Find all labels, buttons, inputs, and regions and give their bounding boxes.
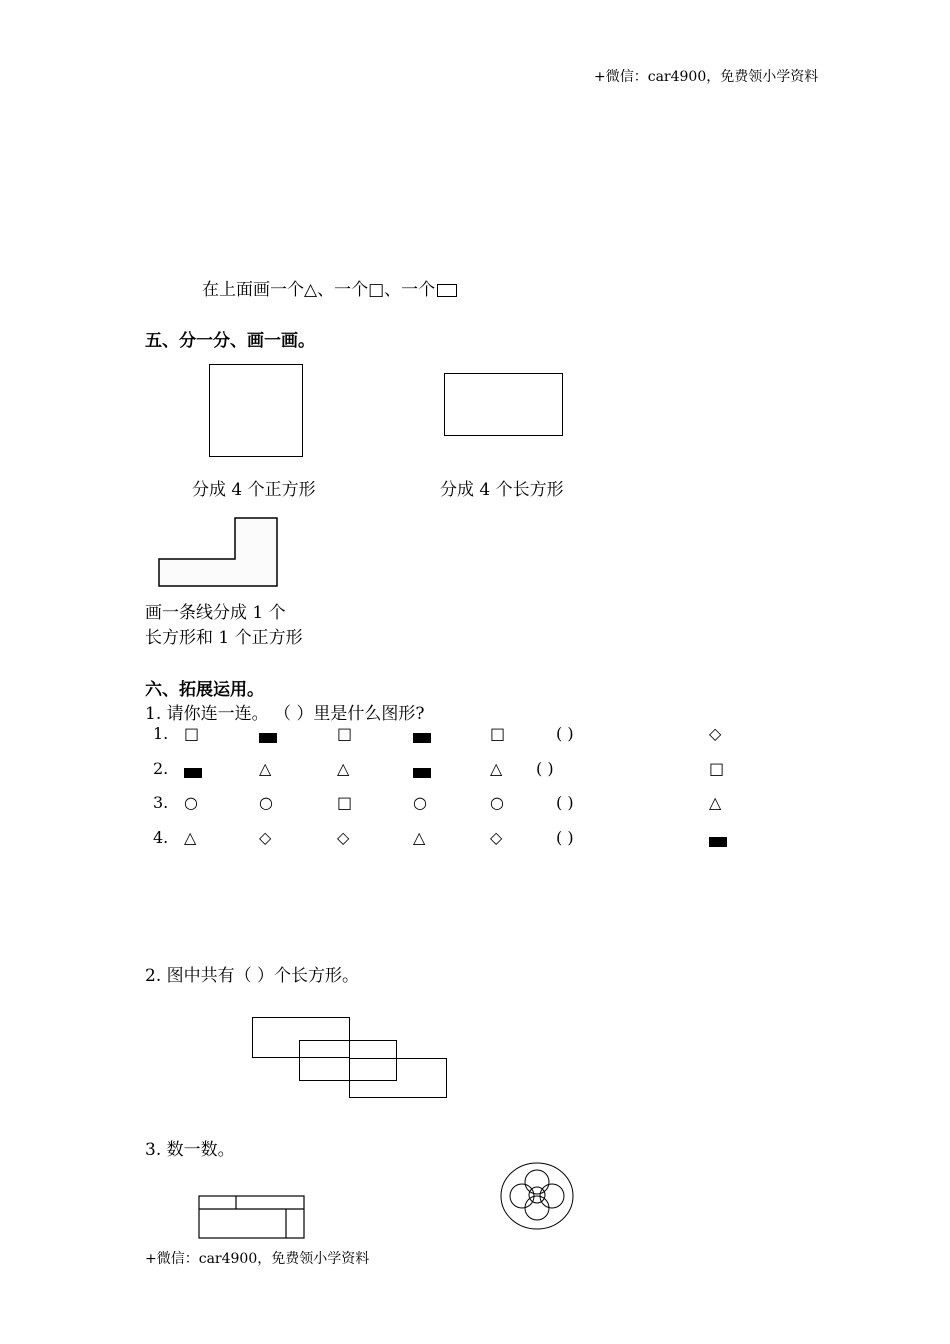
caption-l-line2: 长方形和 1 个正方形 bbox=[145, 628, 303, 648]
caption-l-line1: 画一条线分成 1 个 bbox=[145, 603, 286, 623]
circle-icon: ○ bbox=[259, 793, 273, 812]
diamond-icon: ◇ bbox=[490, 828, 503, 847]
draw-shapes-text: 在上面画一个△、一个□、一个 bbox=[202, 280, 436, 300]
diamond-icon: ◇ bbox=[337, 828, 350, 847]
square-icon: □ bbox=[490, 724, 506, 743]
answer-blank: ( ) bbox=[556, 793, 574, 812]
l-shape-figure bbox=[145, 515, 285, 590]
section-five-title: 五、分一分、画一画。 bbox=[145, 331, 315, 351]
answer-blank: ( ) bbox=[556, 828, 574, 847]
pattern-row-number: 3. bbox=[153, 793, 169, 812]
question-three-prompt: 3. 数一数。 bbox=[145, 1140, 235, 1160]
diamond-icon: ◇ bbox=[259, 828, 272, 847]
pattern-row-number: 2. bbox=[153, 759, 169, 778]
square-icon: □ bbox=[709, 759, 725, 778]
circle-icon: ○ bbox=[184, 793, 198, 812]
caption-four-squares: 分成 4 个正方形 bbox=[192, 480, 316, 500]
black-rectangle-icon bbox=[259, 727, 277, 746]
answer-blank: ( ) bbox=[536, 759, 554, 778]
pattern-row-number: 1. bbox=[153, 724, 169, 743]
black-rectangle-icon bbox=[184, 762, 202, 781]
triangle-icon: △ bbox=[337, 759, 350, 778]
black-rectangle-icon bbox=[709, 831, 727, 850]
triangle-icon: △ bbox=[259, 759, 272, 778]
square-icon: □ bbox=[337, 724, 353, 743]
diamond-icon: ◇ bbox=[709, 724, 722, 743]
triangle-icon: △ bbox=[184, 828, 197, 847]
pattern-row-number: 4. bbox=[153, 828, 169, 847]
question-one-prompt: 1. 请你连一连。 （ ）里是什么图形? bbox=[145, 704, 425, 724]
header-watermark: +微信：car4900，免费领小学资料 bbox=[594, 69, 819, 85]
section-six-title: 六、拓展运用。 bbox=[145, 680, 264, 700]
count-circles-figure bbox=[498, 1160, 578, 1232]
circle-icon: ○ bbox=[413, 793, 427, 812]
triangle-icon: △ bbox=[709, 793, 722, 812]
black-rectangle-icon bbox=[413, 727, 431, 746]
square-icon: □ bbox=[184, 724, 200, 743]
square-figure bbox=[209, 364, 303, 457]
triangle-icon: △ bbox=[490, 759, 503, 778]
footer-watermark: +微信：car4900，免费领小学资料 bbox=[145, 1251, 370, 1267]
caption-four-rectangles: 分成 4 个长方形 bbox=[440, 480, 564, 500]
rectangle-symbol-icon bbox=[437, 284, 457, 297]
triangle-icon: △ bbox=[413, 828, 426, 847]
overlap-rect-3 bbox=[349, 1058, 447, 1098]
count-rectangles-figure bbox=[198, 1195, 306, 1240]
black-rectangle-icon bbox=[413, 762, 431, 781]
circle-icon: ○ bbox=[490, 793, 504, 812]
rectangle-figure bbox=[444, 373, 563, 436]
answer-blank: ( ) bbox=[556, 724, 574, 743]
question-two-prompt: 2. 图中共有（ ）个长方形。 bbox=[145, 966, 360, 986]
draw-shapes-instruction bbox=[202, 275, 457, 300]
square-icon: □ bbox=[337, 793, 353, 812]
